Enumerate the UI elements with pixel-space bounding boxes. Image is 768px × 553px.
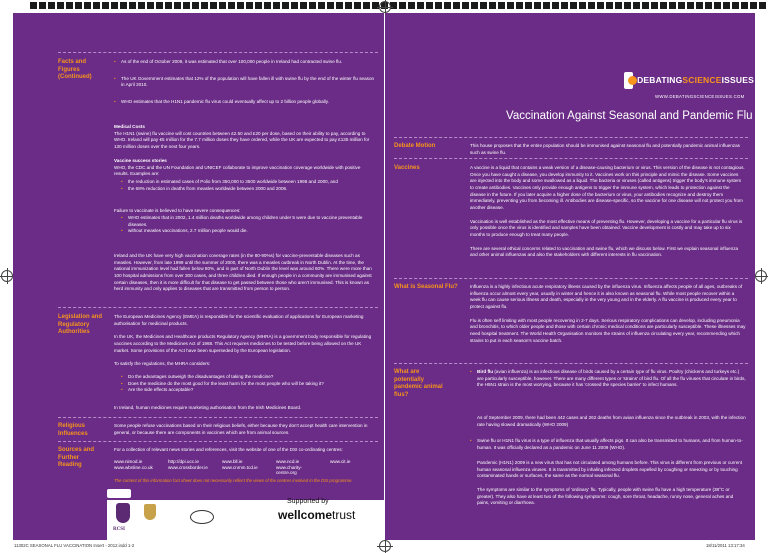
- seasonal-p2: Flu is often self limiting with most people recovering in 2-7 days. Serious respiratory complications can develop, including pneumonia and bronchitis, to which older people and those with certain chronic medical conditions are particularly susceptible. These illnesses may need hospital treatment. The World Health Organisation monitors the strains of influenza circulating every year, recommending which strains to put in each season's vaccine batch.: [470, 317, 746, 343]
- bird-flu-bullet: [470, 369, 746, 389]
- footer-date: 18/11/2011 13:17:34: [706, 543, 745, 548]
- dsi-url: WWW.DEBATINGSCIENCEISSUES.COM: [655, 94, 745, 99]
- rule-debate: [394, 137, 748, 138]
- vaccines-p2: Vaccination is well established as the most effective means of preventing flu. However, developing a vaccine for a particular flu virus is only possible once the virus is identified and samples have been obtained. Vaccine development is costly and may take up to six months to produce enough to treat many people.: [470, 218, 743, 237]
- link-empty: [330, 465, 370, 475]
- legislation-section: [114, 314, 376, 368]
- rule-sources: [58, 441, 378, 442]
- brand-issues: ISSUES: [721, 75, 754, 85]
- rule-legislation: [58, 307, 378, 308]
- link-ncd[interactable]: www.ncd.ie: [276, 459, 300, 464]
- vaccines-p1: A vaccine is a liquid that contains a weak version of a disease-causing bacterium or virus. This version of the disease is not contagious. Once you have caught a disease, you develop immunity to it. Vaccines work on this principle and mimic the disease. Some vaccines are injected into the body and some swallowed as a liquid. The bacteria or viruses (called antigens) trigger the body's immune system to create antibodies. Vaccines only provide enough antigens to trigger the immune system, which leads to protection against the disease in the future. If you later acquire a higher dose of the bacterium or virus, your antibodies recognize and destroy them immediately, preventing you from becoming ill. Antibodies are disease-specific, so the vaccine for one disease will not protect you from another disease.: [470, 165, 745, 210]
- facts-bullet: • The UK Government estimates that 12% of the population will have fallen ill with swine flu by the end of the winter flu season in April 2010.: [114, 76, 376, 89]
- link-crossborder[interactable]: www.crossborder.ie: [168, 465, 208, 470]
- vaccines-label: Vaccines: [394, 165, 420, 171]
- page-fold: [384, 13, 385, 540]
- rule-religious: [58, 417, 378, 418]
- legislation-p3: To satisfy the regulations, the MHRA considers:: [114, 361, 211, 367]
- pandemic-section: [477, 460, 746, 510]
- rule-facts: [58, 52, 378, 53]
- legislation-bullet: • Do the advantages outweigh the disadvantages of taking the medicine?: [114, 374, 376, 381]
- seasonal-label: What is Seasonal Flu?: [394, 284, 458, 290]
- failure-bullet: • without measles vaccinations, 2.7 million people would die.: [114, 228, 376, 235]
- link-bll[interactable]: www.bll.ie: [222, 459, 243, 464]
- registration-mark-left: [1, 270, 13, 282]
- link-dpi[interactable]: http://dpi.ucc.ie: [168, 459, 199, 464]
- vaccines-p3: There are several ethical concerns related to vaccination and swine flu, which we discuss below. First we explain seasonal influenza and other animal influenzas and also the stakeholders with different interests in flu vaccination.: [470, 245, 739, 258]
- failure-bullets: [114, 215, 376, 237]
- bird-flu-text: (avian influenza) is an infectious disease of birds caused by a certain type of flu virus. Poultry (chickens and turkeys etc.) are particularly susceptible, however. There are many different types or 'strains' of bird flu. Of all the flu viruses that circulate in birds, the H5N1 strain is the most worrying, because it has 'crossed the species barrier' to infect humans.: [477, 369, 746, 388]
- legislation-label: Legislation and Regulatory Authorities: [58, 314, 103, 335]
- rule-seasonal: [394, 278, 748, 279]
- success-bullet: • the 68% reduction in deaths from measles worldwide between 2000 and 2006.: [114, 186, 376, 193]
- dsi-logo-text: [637, 75, 754, 85]
- facts-bullet: • WHO estimates that the H1N1 pandemic flu virus could eventually affect up to 2 billion people globally.: [114, 99, 376, 106]
- rule-pandemic: [394, 363, 748, 364]
- medical-costs-text: The H1N1 (swine) flu vaccine will cost countries between £2.50 and £20 per dose, based on their ability to pay, according to WHO. Ireland will pay €5 million for the 7.7 million doses they have ordered, while the UK are expected to pay £135 million for 130 million doses over the next four years.: [114, 130, 370, 149]
- link-nimod[interactable]: www.nimod.ie: [114, 459, 143, 464]
- pandemic-bullets: [470, 369, 746, 391]
- dsi-logo: [624, 70, 754, 90]
- debate-text: This house proposes that the entire population should be immunised against seasonal flu and potentially pandemic animal influenzas such as swine flu.: [470, 143, 740, 155]
- vaccines-section: [470, 165, 746, 262]
- wellcome-logo: [278, 508, 355, 522]
- legislation-p1: The European Medicines Agency (EMEA) is responsible for the scientific evaluation of applications for European marketing authorisation for medicinal products.: [114, 314, 364, 326]
- pandemic-p3: Pandemic (H1N1) 2009 is a new virus that has not circulated among humans before. This virus is different from previous or current human seasonal influenza viruses. It is transmitted by inhaling infected droplets expelled by coughing or sneezing or by touching contaminated hands or surfaces, the same as the normal seasonal flu.: [477, 460, 743, 479]
- link-charity[interactable]: www.charity-centre.org: [276, 465, 303, 475]
- rcsi-crest-icon: [116, 503, 130, 523]
- facts-bullets: [114, 59, 376, 108]
- medical-costs-heading: Medical Costs: [114, 124, 145, 129]
- cc-license-badge: [107, 489, 131, 498]
- disclaimer: The content of this information fact sheet does not necessarily reflect the views of the centres involved in the DSI programme.: [114, 478, 353, 483]
- partner-logo-icon: [190, 510, 214, 524]
- pandemic-p4: The symptoms are similar to the symptoms of 'ordinary' flu. Typically, people with swine flu have a high temperature (38°C or greater). They also have at least two of the following symptoms: cough, sore throat, headache, runny nose, general aches and pains, vomiting or diarrhoea.: [477, 486, 734, 506]
- vaccine-success-text: WHO, the CDC and the UN Foundation and UNICEF collaborate to improve vaccination coverage worldwide with positive results. Examples are:: [114, 164, 361, 177]
- swine-flu-bullet: • Swine flu or H1N1 flu virus is a type of influenza that usually affects pigs. It can also be transmitted to humans, and from human-to-human. It was officially declared as a pandemic on June 11 2009 (WHO).: [470, 438, 746, 451]
- debate-label: Debate Motion: [394, 143, 436, 149]
- links-grid: [114, 459, 374, 475]
- legislation-p2: In the UK, the Medicines and Healthcare products Regulatory Agency (MHRA) is a government body responsible for regulating vaccines according to the Medicines Act of 1968. This Act requires medicines to be tested before being allowed on the UK market. Some provisions of the Act have been superseded by the European legislation.: [114, 334, 372, 353]
- sources-label: Sources and Further Reading: [58, 447, 95, 468]
- religious-text: Some people refuse vaccinations based on their religious beliefs, either because they don't accept health care intervention in general, or because there are components in vaccines which are from animal sources.: [114, 423, 368, 435]
- legislation-bullet: • Does the medicine do the most good for the least harm for the most people who will be taking it?: [114, 381, 376, 388]
- partner-crest-icon: [144, 504, 156, 520]
- medical-costs-section: [114, 124, 376, 154]
- legislation-bullets: [114, 374, 376, 396]
- wellcome-text: wellcome: [278, 508, 333, 522]
- seasonal-p1: Influenza is a highly infectious acute respiratory illness caused by the influenza virus. Influenza affects people of all ages, outbreaks of influenza occur almost every year, usually in winter and hence it is also known as seasonal flu. While most people recover within a week flu can cause serious illness and death, especially in the very young and in the elderly. A flu vaccine is produced every year to protect against flu.: [470, 284, 743, 309]
- footer-filename: 11302C SEASONAL FLU VACCINATION Insert - 2012.indd 1-2: [14, 543, 135, 548]
- religious-label: Religious Influences: [58, 423, 88, 437]
- brand-science: SCIENCE: [682, 75, 722, 85]
- page-title: Vaccination Against Seasonal and Pandemic Flu: [506, 110, 753, 122]
- bird-flu-p2: As of September 2009, there had been 442 cases and 262 deaths from avian influenza since the outbreak in 2003, with the infection rate having slowed dramatically (WHO 2009): [477, 415, 746, 427]
- rcsi-label: RCSI: [113, 527, 125, 532]
- link-wbnline[interactable]: www.wbnline.co.uk: [114, 465, 153, 470]
- swine-bullets: [470, 438, 746, 453]
- rule-vaccines: [394, 158, 748, 159]
- vaccine-success-bullets: [114, 179, 376, 194]
- pandemic-label: What are potentially pandemic animal flus?: [394, 369, 443, 398]
- success-bullet: • the reduction in estimated cases of Polio from 350,000 to 3500 worldwide between 1998 and 2000, and: [114, 179, 376, 186]
- color-strip: [30, 2, 768, 9]
- registration-mark-right: [755, 270, 767, 282]
- dsi-logo-icon: [624, 72, 633, 89]
- brand-debating: DEBATING: [637, 75, 683, 85]
- facts-label: Facts and Figures (Continued): [58, 59, 92, 80]
- registration-mark-top: [379, 1, 391, 13]
- legislation-bullet: • Are the side effects acceptable?: [114, 387, 376, 394]
- sources-text: For a collection of relevant news stories and references, visit the website of one of the DSI co-ordinating centres:: [114, 447, 343, 452]
- bird-flu-name: Bird flu: [477, 369, 494, 374]
- failure-text: Failure to vaccinate is believed to have severe consequences:: [114, 208, 241, 213]
- link-cnmm[interactable]: www.cnmm.tcd.ie: [222, 465, 258, 470]
- facts-bullet: • As of the end of October 2009, it was estimated that over 100,000 people in Ireland had contracted swine flu.: [114, 59, 376, 66]
- supported-by: Supported by: [287, 498, 329, 505]
- seasonal-section: [470, 284, 746, 347]
- vaccine-success-section: [114, 158, 376, 181]
- legislation-p4: In Ireland, human medicines require marketing authorisation from the Irish Medicines Board.: [114, 405, 302, 410]
- registration-mark-bottom: [379, 540, 391, 552]
- trust-text: trust: [332, 508, 356, 522]
- vaccine-success-heading: Vaccine success stories: [114, 158, 167, 163]
- failure-bullet: • WHO estimates that in 2002, 1.4 million deaths worldwide among children under 5 were due to vaccine preventable diseases.: [114, 215, 376, 228]
- ireland-text: Ireland and the UK have very high vaccination coverage rates (in the 80-90%s) for vaccine-preventable diseases such as measles. However, from late 1999 until the summer of 2000, there was a measles outbreak in North Dublin. At the time, the national immunization level had fallen below 80%, and in part of North Dublin the level was around 60%. There were more than 100 hospital admissions from over 300 cases, and three children died. If enough people in a community are immunised against certain diseases, then it is more difficult for that disease to get passed between those who aren't immunised. This is known as herd immunity and only applies to diseases that are transmitted from person to person.: [114, 253, 372, 292]
- link-cit[interactable]: www.cit.ie: [330, 459, 351, 464]
